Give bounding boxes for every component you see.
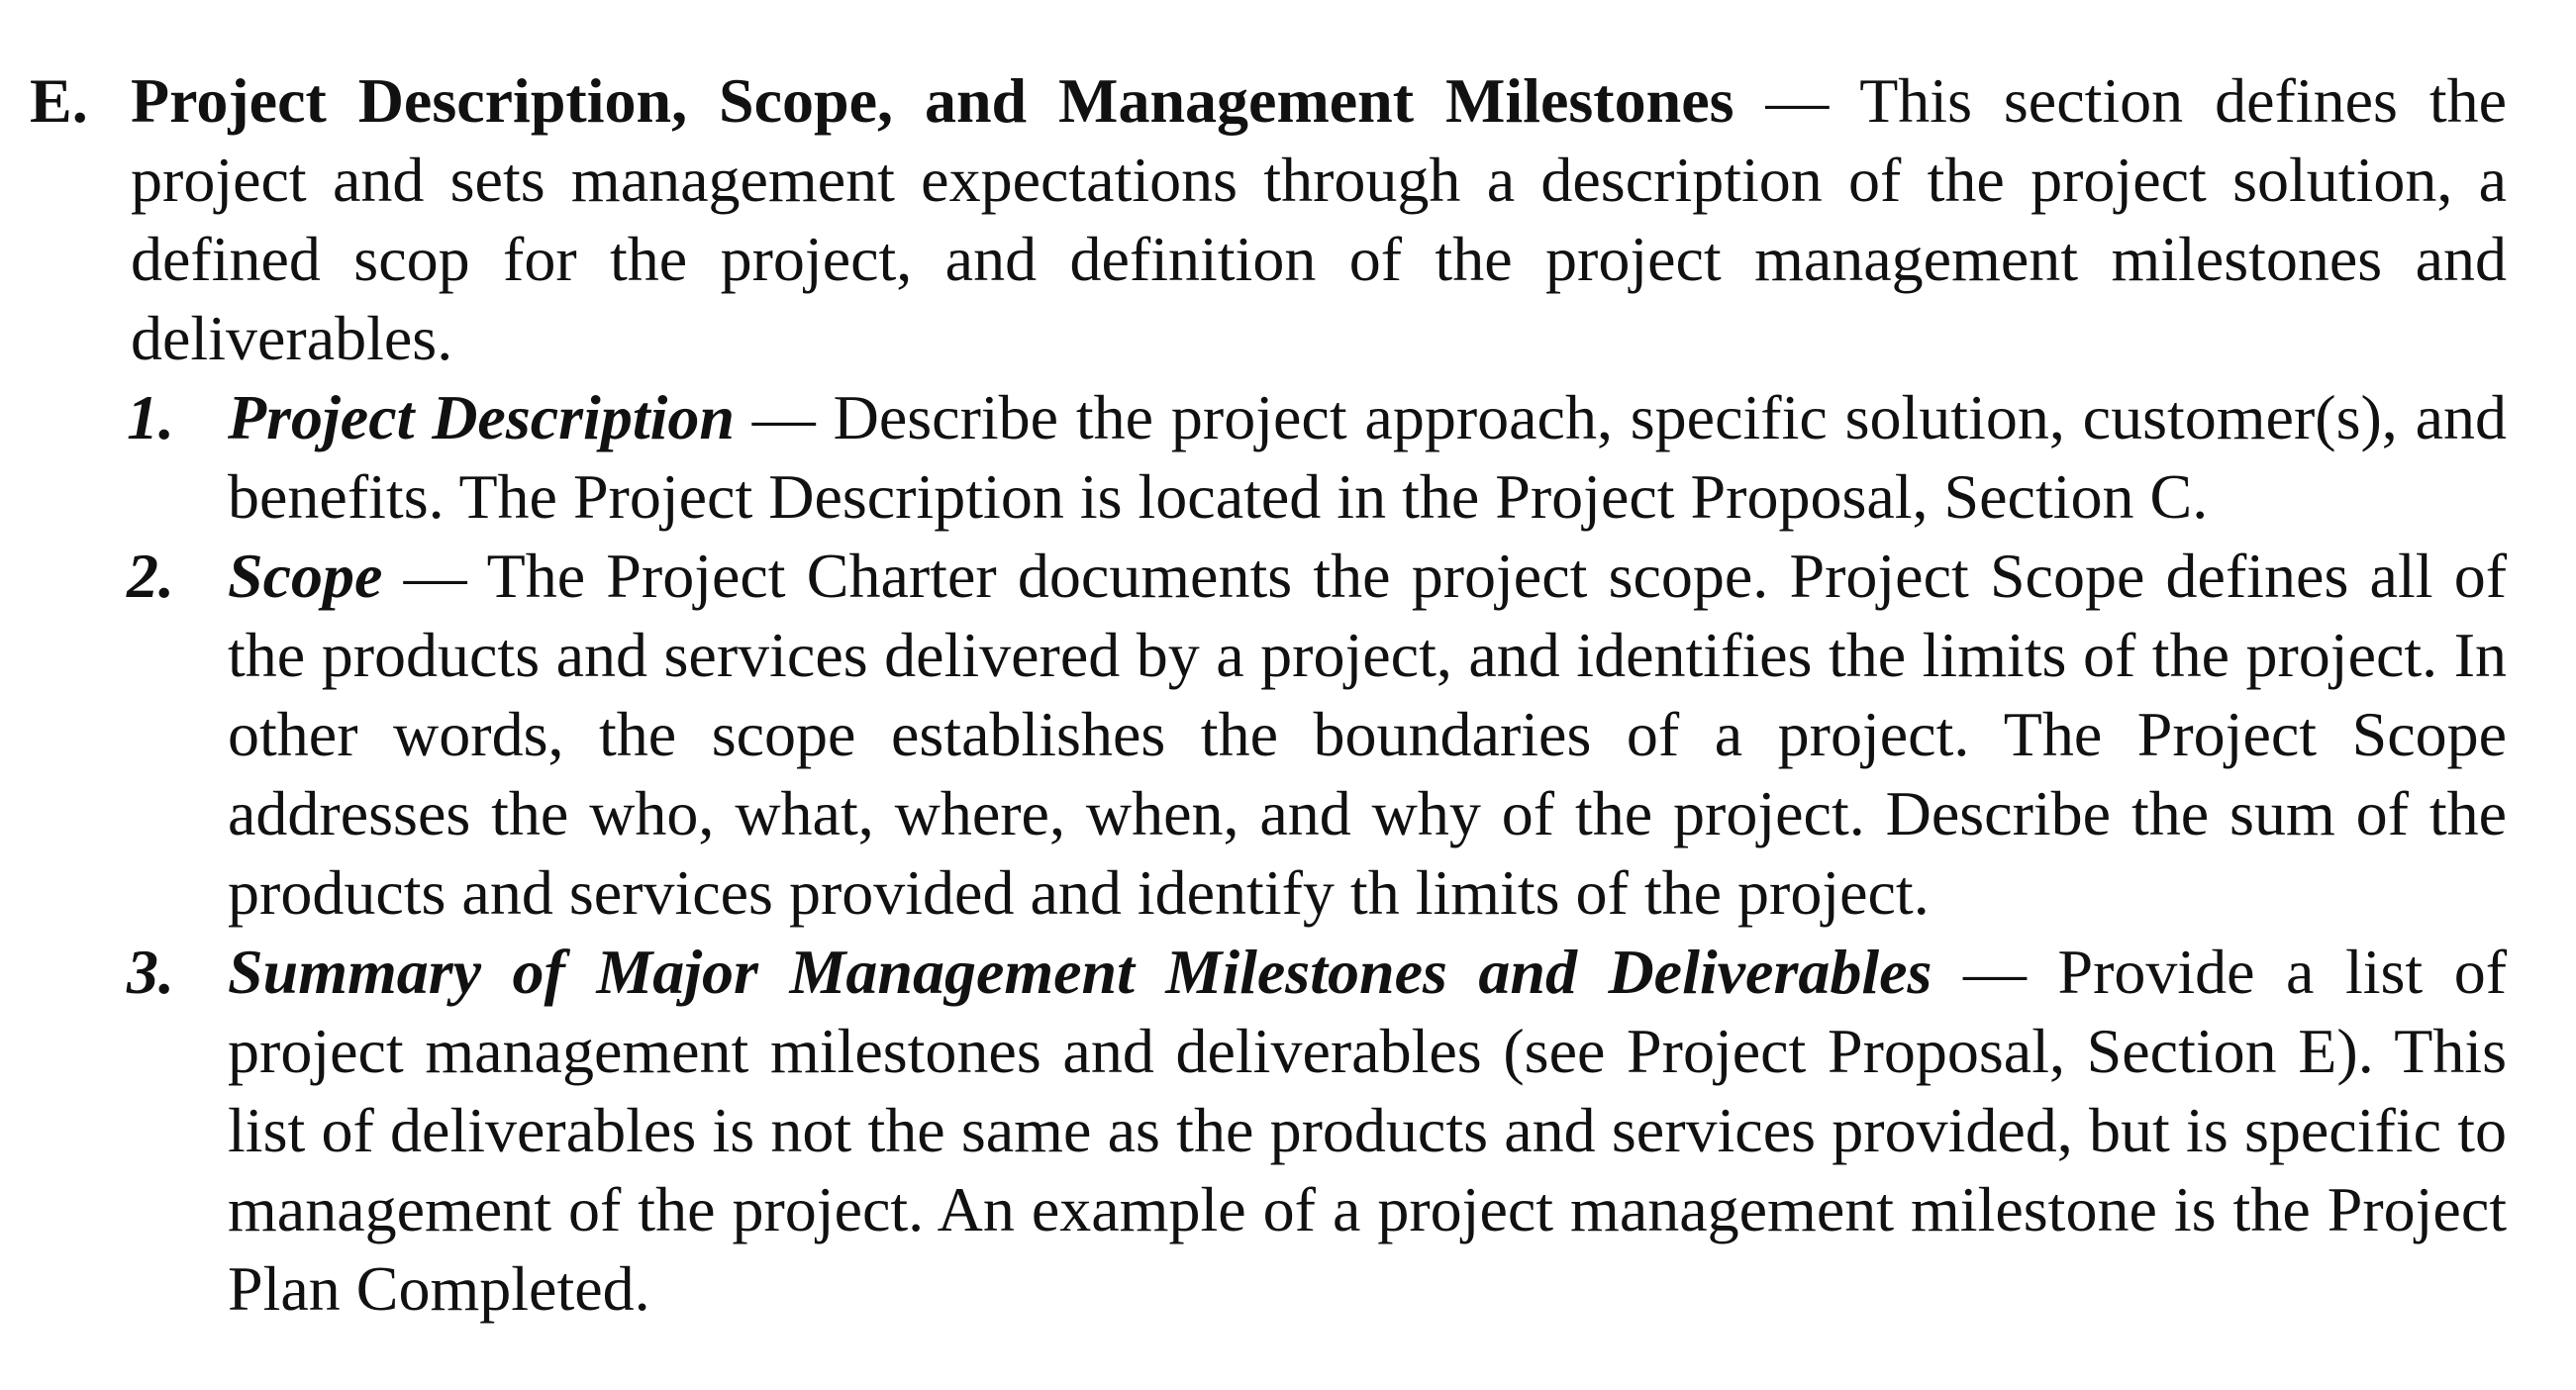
subsection-marker: 1. <box>127 382 174 452</box>
subsection-text: Provide a list of project management milestones and deliverables (see Project Proposal, Section E). This list of deliverables is not the same as the products and services provided, but is specific to management of the project. An example of a project management milestone is the Project Plan Completed. <box>228 937 2508 1324</box>
subsection-dash: — <box>382 541 487 611</box>
subsection-heading: Scope <box>228 541 383 611</box>
subsection-text: The Project Charter documents the project scope. Project Scope defines all of the products and services delivered by a project, and identifies the limits of the project. In other words, the scope establishes the boundaries of a project. The Project Scope addresses the who, what, where, when, and why of the project. Describe the sum of the products and services provided and identify th limits of the project. <box>228 541 2508 928</box>
subsection-text: Describe the project approach, specific solution, customer(s), and benefits. The Project Description is located in the Project Proposal, Section C. <box>228 382 2508 532</box>
section-body <box>131 61 2507 378</box>
subsection-body <box>228 537 2507 933</box>
subsection-marker: 3. <box>127 937 174 1007</box>
subsection-dash: — <box>1932 937 2058 1007</box>
subsection-heading: Summary of Major Management Milestones and Deliverables <box>228 937 1932 1007</box>
section-text: This section defines the project and sets management expectations through a description of the project solution, a defined scop for the project, and definition of the project management milestones and deliverables. <box>131 65 2508 373</box>
section-dash: — <box>1734 65 1860 136</box>
subsection-body <box>228 933 2507 1329</box>
subsection-dash: — <box>734 382 834 452</box>
subsection-milestones <box>127 933 2507 1329</box>
subsection-list <box>30 378 2507 1329</box>
subsection-body <box>228 378 2507 537</box>
subsection-scope <box>127 537 2507 933</box>
subsection-project-description <box>127 378 2507 537</box>
section-marker: E. <box>30 65 88 136</box>
subsection-heading: Project Description <box>228 382 735 452</box>
subsection-marker: 2. <box>127 541 174 611</box>
section-e <box>30 61 2507 1329</box>
section-heading: Project Description, Scope, and Management Milestones <box>131 65 1734 136</box>
